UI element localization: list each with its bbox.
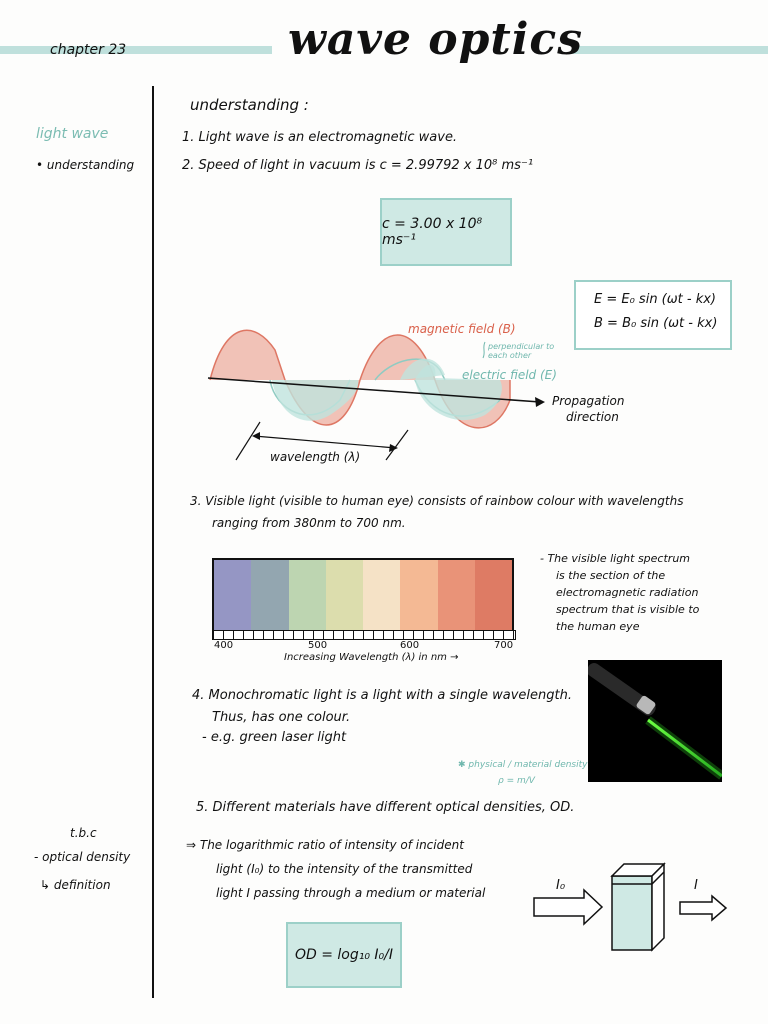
tick-600: 600 — [400, 640, 420, 651]
spectrum-band — [251, 560, 288, 632]
electric-field-label: electric field (E) — [462, 368, 557, 382]
point-4-line-1: 4. Monochromatic light is a light with a single wavelength. — [192, 688, 572, 703]
laser-illustration — [588, 660, 722, 782]
spectrum-note-line: spectrum that is visible to — [556, 603, 700, 616]
spectrum-scale — [212, 630, 516, 640]
transmitted-intensity-label: I — [694, 878, 698, 893]
header-rule-left — [0, 46, 272, 54]
sidebar-tbc: t.b.c — [70, 826, 97, 840]
spectrum-note-line: the human eye — [556, 620, 640, 633]
section-heading: understanding : — [190, 96, 309, 114]
point-3-line-1: 3. Visible light (visible to human eye) consists of rainbow colour with wavelengths — [190, 494, 684, 508]
field-equations-box — [574, 280, 732, 350]
point-5: 5. Different materials have different optical densities, OD. — [196, 800, 575, 815]
tick-700: 700 — [494, 640, 514, 651]
definition-line-1: ⇒ The logarithmic ratio of intensity of incident — [186, 838, 464, 852]
spectrum-band — [363, 560, 400, 632]
spectrum-note-line: - The visible light spectrum — [540, 552, 691, 565]
propagation-label: Propagation — [552, 394, 625, 408]
spectrum-note — [540, 550, 699, 635]
chapter-label: chapter 23 — [50, 42, 127, 58]
spectrum-band — [400, 560, 437, 632]
point-3-line-2: ranging from 380nm to 700 nm. — [212, 516, 406, 530]
sidebar-item-definition: ↳ definition — [40, 878, 111, 892]
sidebar-item-understanding: • understanding — [36, 158, 135, 172]
transmitted-arrow — [680, 896, 726, 920]
point-2: 2. Speed of light in vacuum is c = 2.99792 x 10⁸ ms⁻¹ — [182, 158, 534, 173]
perpendicular-label: perpendicular to each other — [488, 342, 555, 360]
sidebar-topic: light wave — [36, 126, 109, 142]
wavelength-bracket-right — [386, 430, 408, 460]
point-4-line-2: Thus, has one colour. — [212, 710, 351, 725]
propagation-arrow-head — [535, 397, 545, 407]
direction-label: direction — [566, 410, 619, 424]
spectrum-note-line: is the section of the — [556, 569, 666, 582]
wavelength-bracket-left — [236, 422, 260, 460]
incident-arrow — [534, 890, 602, 924]
incident-intensity-label: I₀ — [556, 878, 566, 893]
cuvette-diagram — [528, 856, 738, 956]
point-1: 1. Light wave is an electromagnetic wave. — [182, 130, 458, 145]
spectrum-band — [475, 560, 512, 632]
visible-spectrum-bar — [212, 558, 514, 634]
cuvette-side — [652, 864, 664, 950]
wavelength-arrow — [254, 436, 396, 448]
density-formula: ρ = m/V — [498, 776, 535, 786]
definition-line-2: light (I₀) to the intensity of the transmitted — [216, 862, 473, 876]
magnetic-field-label: magnetic field (B) — [408, 322, 516, 336]
spectrum-note-line: electromagnetic radiation — [556, 586, 699, 599]
page-title: wave optics — [288, 14, 583, 65]
sidebar-item-optical-density: - optical density — [34, 850, 131, 864]
spectrum-xlabel: Increasing Wavelength (λ) in nm → — [284, 652, 459, 663]
speed-of-light-box: c = 3.00 x 10⁸ ms⁻¹ — [380, 198, 512, 266]
green-laser-photo — [588, 660, 722, 782]
od-formula-box: OD = log₁₀ I₀/I — [286, 922, 402, 988]
wavelength-label: wavelength (λ) — [270, 450, 361, 464]
point-4-line-3: - e.g. green laser light — [202, 730, 347, 745]
margin-divider — [152, 86, 154, 998]
tick-500: 500 — [308, 640, 328, 651]
laser-glow — [648, 720, 722, 776]
perpendicular-brace — [483, 342, 485, 358]
spectrum-band — [438, 560, 475, 632]
definition-line-3: light I passing through a medium or material — [216, 886, 486, 900]
density-note: ✱ physical / material density — [458, 760, 588, 770]
tick-400: 400 — [214, 640, 234, 651]
spectrum-band — [326, 560, 363, 632]
cuvette-front — [612, 876, 652, 950]
spectrum-band — [214, 560, 251, 632]
spectrum-band — [289, 560, 326, 632]
equation-e: E = E₀ sin (ωt - kx) — [594, 292, 716, 307]
header-rule-right — [572, 46, 768, 54]
equation-b: B = B₀ sin (ωt - kx) — [594, 316, 718, 331]
